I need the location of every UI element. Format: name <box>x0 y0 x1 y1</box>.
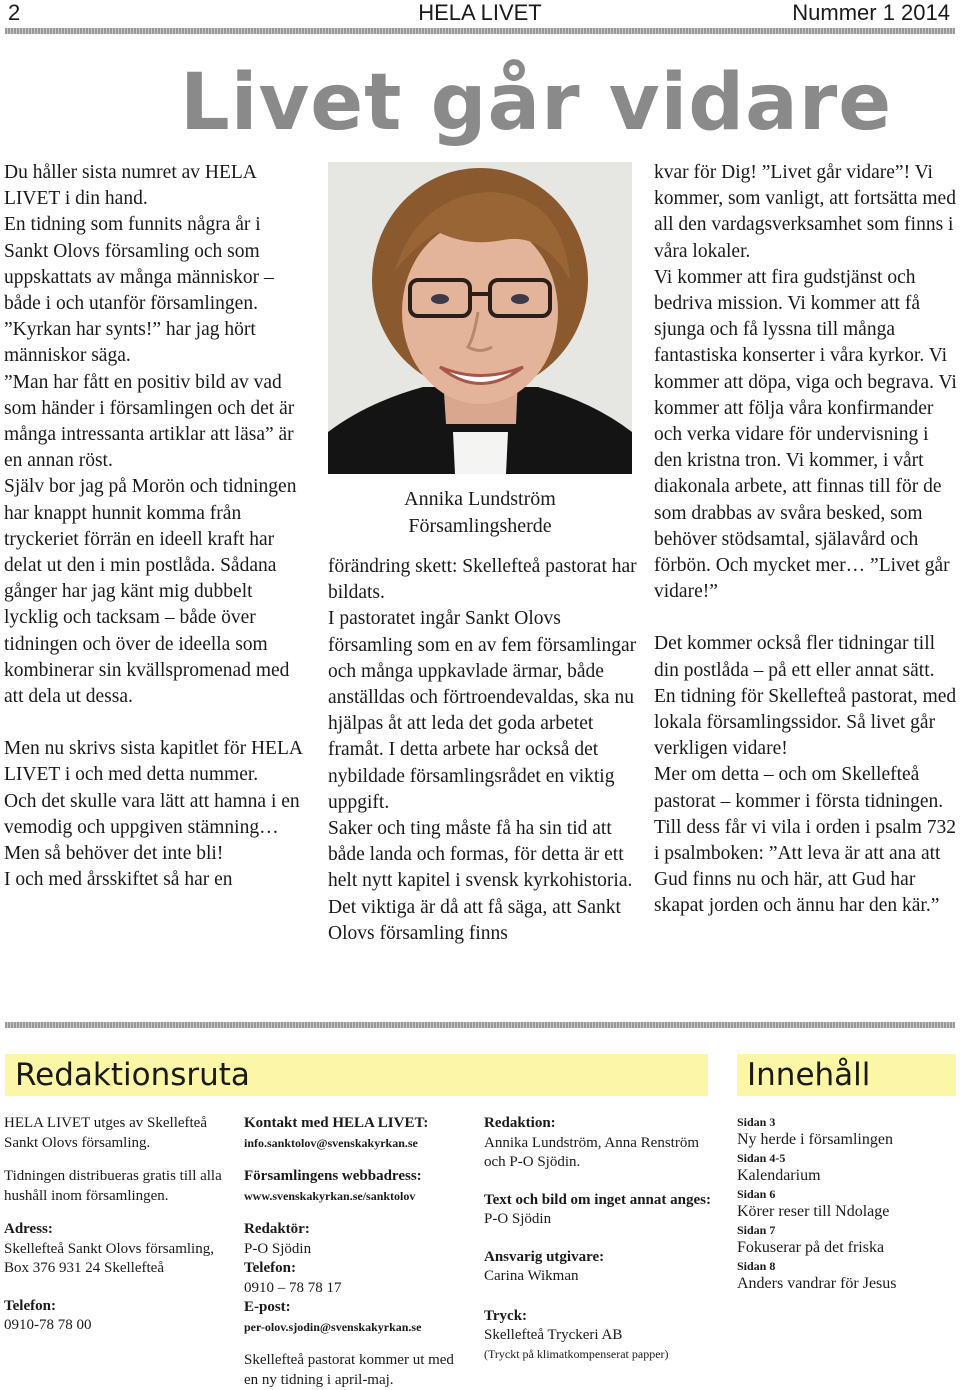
top-rule <box>5 28 955 34</box>
toc-item[interactable] <box>737 1258 957 1294</box>
paragraph: förändring skett: Skellefteå pastorat har bildats. <box>328 556 637 604</box>
toc-item[interactable] <box>737 1222 957 1258</box>
redaktionsruta-title: Redaktionsruta <box>15 1057 250 1093</box>
page-number: 2 <box>8 0 21 25</box>
portrait-photo <box>328 162 632 474</box>
masthead-column-2 <box>244 1114 469 1390</box>
caption-role: Församlingsherde <box>408 515 552 537</box>
web-link[interactable]: www.svenskakyrkan.se/sanktolov <box>244 1188 416 1203</box>
print-note: (Tryckt på klimatkompenserat papper) <box>484 1346 669 1361</box>
publisher-label: Ansvarig utgivare: <box>484 1248 605 1265</box>
portrait-photo-icon <box>328 162 632 474</box>
paragraph: I pastoratet ingår Sankt Olovs församling som en av fem församlingar och många uppkavlade ärmar, både anställdas och förtroendevaldas, ska nu hjälpas åt att leda det goda arbetet framåt. I detta arbete har också det nybildade församlingsrådet en viktig uppgift. <box>328 608 637 813</box>
section-rule <box>5 1022 955 1028</box>
credit-name: P-O Sjödin <box>484 1211 552 1227</box>
caption-name: Annika Lundström <box>404 488 556 510</box>
paragraph: Du håller sista numret av HELA LIVET i din hand. <box>4 162 256 210</box>
editor-phone: 0910 – 78 78 17 <box>244 1279 342 1296</box>
toc-title: Fokuserar på det friska <box>737 1239 885 1256</box>
web-label: Församlingens webbadress: <box>244 1168 422 1184</box>
toc-item[interactable] <box>737 1150 957 1186</box>
contact-label: Kontakt med HELA LIVET: <box>244 1115 429 1131</box>
paragraph: Vi kommer att fira gudstjänst och bedriva mission. Vi kommer att få sjunga och få lyssna till många fantastiska konserter i våra kyrkor. Vi kommer att döpa, viga och begrava. Vi kommer att följa våra konfirmander och verka vidare för undervisning i den kristna tron. Vi kommer, i vårt diakonala arbete, att finnas till för de som drabbas av svåra besked, som behöver stödsamtal, själavård och förbön. Och mycket mer… ”Livet går vidare!” <box>654 266 957 603</box>
page-header <box>0 0 960 30</box>
paragraph: Men nu skrivs sista kapitlet för HELA LIVET i och med detta nummer. <box>4 738 302 786</box>
masthead-note: Skellefteå pastorat kommer ut med en ny tidning i april-maj. <box>244 1352 454 1388</box>
table-of-contents <box>737 1114 957 1294</box>
paragraph: Saker och ting måste få ha sin tid att både landa och formas, för detta är ett helt nytt kapitel i svensk kyrkohistoria. <box>328 818 633 892</box>
editor-label: Redaktör: <box>244 1221 310 1237</box>
email-label: E-post: <box>244 1299 291 1315</box>
phone-label: Telefon: <box>4 1297 56 1314</box>
email-link[interactable]: per-olov.sjodin@svenskakyrkan.se <box>244 1319 422 1334</box>
toc-title: Anders vandrar för Jesus <box>737 1275 897 1292</box>
redaktionsruta-header <box>5 1054 708 1096</box>
print-label: Tryck: <box>484 1307 528 1324</box>
photo-caption <box>328 486 632 540</box>
toc-title: Kalendarium <box>737 1167 821 1184</box>
paragraph: Det viktiga är då att få säga, att Sankt Olovs församling finns <box>328 896 621 944</box>
masthead-column-1 <box>4 1114 229 1336</box>
toc-title: Ny herde i församlingen <box>737 1131 893 1148</box>
article-column-2 <box>328 554 638 947</box>
innehall-header <box>737 1054 956 1096</box>
paragraph: Till dess får vi vila i orden i psalm 732 i psalmboken: ”Att leva är att ana att Gud finns nu och här, att Gud har skapat jorden och ännu har den kär.” <box>654 816 957 917</box>
address-text: Skellefteå Sankt Olovs församling, Box 376 931 24 Skellefteå <box>4 1240 214 1276</box>
paragraph: kvar för Dig! ”Livet går vidare”! Vi kommer, som vanligt, att fortsätta med all den vardagsverksamhet som finns i våra lokaler. <box>654 162 956 262</box>
paragraph: Och det skulle vara lätt att hamna i en vemodig och uppgiven stämning… Men så behöver det inte bli! <box>4 790 300 865</box>
editorial-names: Annika Lundström, Anna Renström och P-O Sjödin. <box>484 1134 699 1170</box>
print-name: Skellefteå Tryckeri AB <box>484 1327 623 1343</box>
toc-page: Sidan 3 <box>737 1115 776 1129</box>
issue-label: Nummer 1 2014 <box>792 0 950 25</box>
article-column-3 <box>654 160 959 920</box>
editor-name: P-O Sjödin <box>244 1240 312 1257</box>
toc-title: Körer reser till Ndolage <box>737 1203 890 1220</box>
innehall-title: Innehåll <box>747 1057 871 1093</box>
masthead-intro: HELA LIVET utges av Skellefteå Sankt Olovs församling. <box>4 1115 207 1151</box>
masthead-distribution: Tidningen distribueras gratis till alla hushåll inom församlingen. <box>4 1168 222 1204</box>
paragraph-gap <box>4 710 309 736</box>
publisher-name: Carina Wikman <box>484 1268 579 1284</box>
address-label: Adress: <box>4 1221 53 1237</box>
toc-page: Sidan 8 <box>737 1259 776 1273</box>
paragraph: Mer om detta – och om Skellefteå pastorat – kommer i första tidningen. <box>654 764 944 812</box>
paragraph: En tidning som funnits några år i Sankt Olovs församling och som uppskattats av många människor – både i och utanför församlingen. <box>4 214 274 315</box>
contact-email-link[interactable]: info.sanktolov@svenskakyrkan.se <box>244 1135 418 1150</box>
article-column-1 <box>4 160 309 893</box>
masthead-column-3 <box>484 1114 719 1362</box>
publication-name: HELA LIVET <box>418 0 542 25</box>
toc-page: Sidan 6 <box>737 1187 776 1201</box>
paragraph: ”Kyrkan har synts!” har jag hört människor säga. <box>4 319 256 367</box>
paragraph: I och med årsskiftet så har en <box>4 869 233 891</box>
credit-label: Text och bild om inget annat anges: <box>484 1191 711 1208</box>
paragraph: ”Man har fått en positiv bild av vad som händer i församlingen och det är många intressanta artiklar att läsa” är en annan röst. <box>4 371 295 472</box>
phone-text: 0910-78 78 00 <box>4 1317 92 1333</box>
toc-page: Sidan 7 <box>737 1223 776 1237</box>
editorial-label: Redaktion: <box>484 1115 556 1131</box>
headline: Livet går vidare <box>180 58 893 148</box>
toc-item[interactable] <box>737 1114 957 1150</box>
paragraph-gap <box>654 605 959 631</box>
toc-item[interactable] <box>737 1186 957 1222</box>
paragraph: Själv bor jag på Morön och tidningen har knappt hunnit komma från tryckeriet förrän en ideell kraft har delat ut den i min postlåda. Sådana gånger har jag känt mig dubbelt lycklig och tacksam – både över tidningen och över de ideella som kombinerar sin kvällspromenad med att dela ut dessa. <box>4 476 297 708</box>
editor-phone-label: Telefon: <box>244 1260 296 1276</box>
toc-page: Sidan 4-5 <box>737 1151 786 1165</box>
paragraph: Det kommer också fler tidningar till din postlåda – på ett eller annat sätt. En tidning för Skellefteå pastorat, med lokala församlingssidor. Så livet går verkligen vidare! <box>654 633 957 760</box>
